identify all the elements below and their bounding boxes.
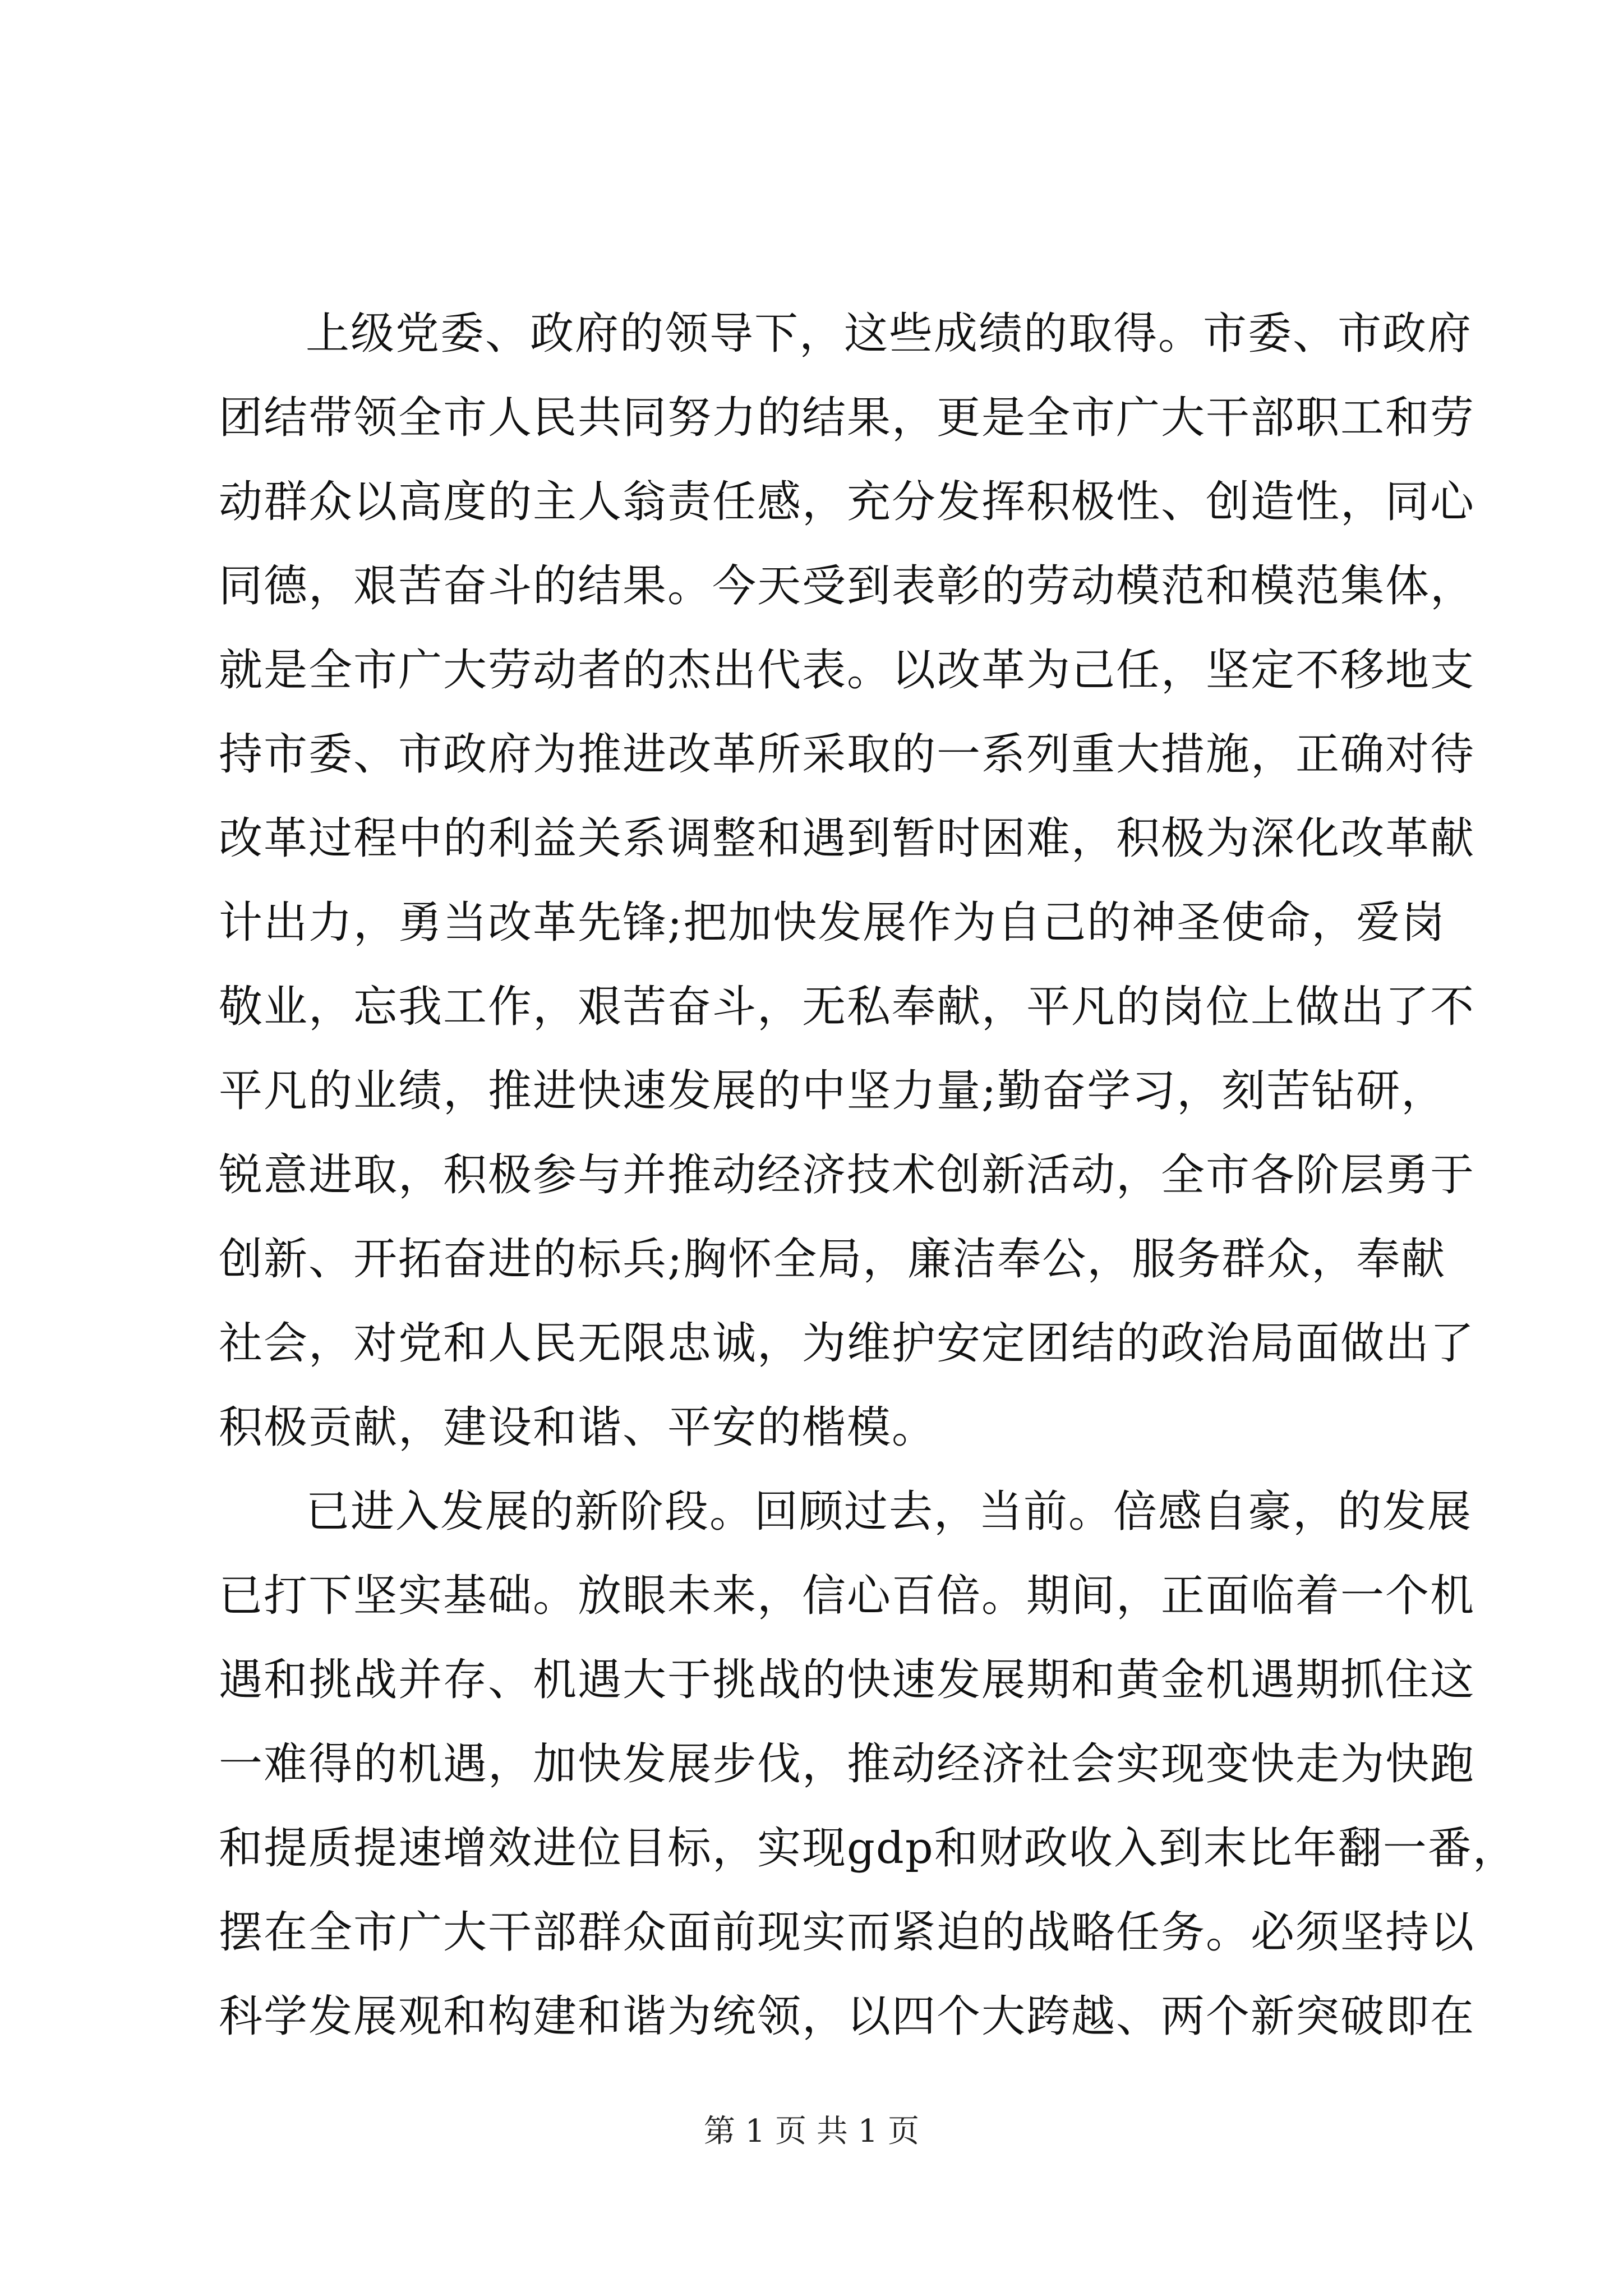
paragraph-1-line-6: 持市委、市政府为推进改革所采取的一系列重大措施，正确对待	[219, 729, 1476, 780]
paragraph-1-line-1: 上级党委、政府的领导下，这些成绩的取得。市委、市政府	[306, 309, 1473, 359]
paragraph-2-line-2: 已打下坚实基础。放眼未来，信心百倍。期间，正面临着一个机	[219, 1571, 1476, 1621]
paragraph-1-line-13: 社会，对党和人民无限忠诚，为维护安定团结的政治局面做出了	[219, 1318, 1476, 1369]
paragraph-1-line-14: 积极贡献，建设和谐、平安的楷模。	[219, 1402, 937, 1453]
paragraph-2-line-3: 遇和挑战并存、机遇大于挑战的快速发展期和黄金机遇期抓住这	[219, 1655, 1476, 1705]
paragraph-2-line-7-visible: 科学发展观和构建和谐为统领，以四个大跨越、两个新突破即在	[219, 1991, 1476, 2042]
paragraph-1-line-8: 计出力，勇当改革先锋;把加快发展作为自己的神圣使命，爱岗	[219, 898, 1446, 948]
paragraph-1-line-2: 团结带领全市人民共同努力的结果，更是全市广大干部职工和劳	[219, 393, 1476, 443]
paragraph-1-line-7: 改革过程中的利益关系调整和遇到暂时困难，积极为深化改革献	[219, 813, 1476, 864]
paragraph-1-line-5: 就是全市广大劳动者的杰出代表。以改革为己任，坚定不移地支	[219, 645, 1476, 696]
paragraph-2-line-6: 摆在全市广大干部群众面前现实而紧迫的战略任务。必须坚持以	[219, 1907, 1476, 1958]
paragraph-1-line-11: 锐意进取，积极参与并推动经济技术创新活动，全市各阶层勇于	[219, 1150, 1476, 1200]
page-footer: 第 1 页 共 1 页	[703, 2113, 920, 2150]
paragraph-2-line-5: 和提质提速增效进位目标，实现gdp和财政收入到末比年翻一番，	[219, 1823, 1518, 1874]
paragraph-2-line-4: 一难得的机遇，加快发展步伐，推动经济社会实现变快走为快跑	[219, 1739, 1476, 1789]
paragraph-1-line-4: 同德，艰苦奋斗的结果。今天受到表彰的劳动模范和模范集体，	[219, 561, 1476, 611]
paragraph-1-line-3: 动群众以高度的主人翁责任感，充分发挥积极性、创造性，同心	[219, 477, 1476, 527]
paragraph-1-line-9: 敬业，忘我工作，艰苦奋斗，无私奉献，平凡的岗位上做出了不	[219, 982, 1476, 1032]
paragraph-1-line-12: 创新、开拓奋进的标兵;胸怀全局，廉洁奉公，服务群众，奉献	[219, 1234, 1446, 1285]
paragraph-2-line-1: 已进入发展的新阶段。回顾过去，当前。倍感自豪，的发展	[306, 1487, 1473, 1537]
paragraph-1-line-10: 平凡的业绩，推进快速发展的中坚力量;勤奋学习，刻苦钻研，	[219, 1066, 1446, 1116]
